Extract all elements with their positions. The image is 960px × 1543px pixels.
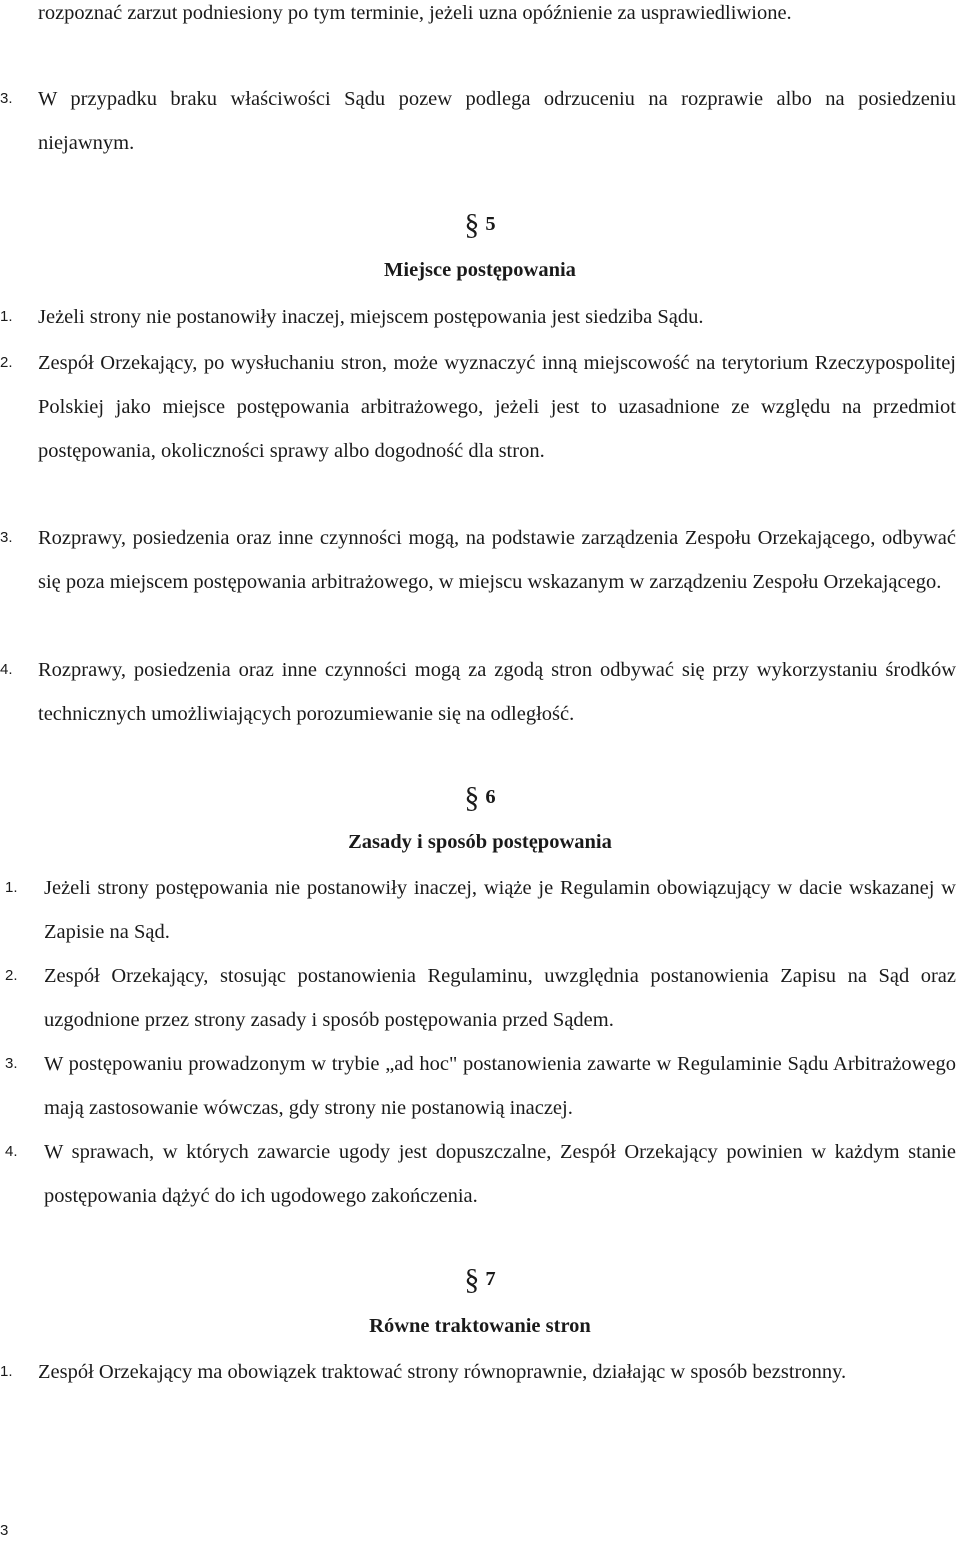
section-5-item-2 [0, 341, 956, 473]
page-number: 3 [0, 1522, 9, 1539]
item-number: 4. [5, 1143, 18, 1160]
section-symbol: § [464, 781, 480, 814]
section-5-heading [0, 208, 960, 242]
section-5-item-3 [0, 516, 956, 604]
item-text: Rozprawy, posiedzenia oraz inne czynności mogą za zgodą stron odbywać się przy wykorzystaniu środków technicznych umożliwiających porozumiewanie się na odległość. [38, 659, 956, 725]
section-7-item-1 [0, 1350, 956, 1394]
item-text: Zespół Orzekający, stosując postanowienia Regulaminu, uwzględnia postanowienia Zapisu na Sąd oraz uzgodnione przez strony zasady i sposób postępowania przed Sądem. [44, 965, 956, 1031]
continuation-paragraph [38, 0, 956, 35]
section-7-title: Równe traktowanie stron [369, 1315, 591, 1337]
item-number: 2. [5, 967, 18, 984]
item-text: W postępowaniu prowadzonym w trybie „ad hoc" postanowienia zawarte w Regulaminie Sądu Arbitrażowego mają zastosowanie wówczas, gdy strony nie postanowią inaczej. [44, 1053, 956, 1119]
item-number: 1. [5, 879, 18, 896]
section-6-title: Zasady i sposób postępowania [348, 831, 612, 853]
section-7-heading [0, 1263, 960, 1297]
section-number: 6 [485, 786, 496, 808]
section-symbol: § [464, 208, 480, 241]
item-text: W sprawach, w których zawarcie ugody jest dopuszczalne, Zespół Orzekający powinien w każdym stanie postępowania dążyć do ich ugodowego zakończenia. [44, 1141, 956, 1207]
section-6-item-2 [0, 954, 956, 1042]
section-5-item-4 [0, 648, 956, 736]
prev-item-3 [0, 77, 956, 165]
section-symbol: § [464, 1263, 480, 1296]
item-number: 4. [0, 661, 13, 678]
section-6-item-4 [0, 1130, 956, 1218]
item-text: Rozprawy, posiedzenia oraz inne czynności mogą, na podstawie zarządzenia Zespołu Orzekającego, odbywać się poza miejscem postępowania arbitrażowego, w miejscu wskazanym w zarządzeniu Zespołu Orzekającego. [38, 527, 956, 593]
item-number: 3. [5, 1055, 18, 1072]
item-text: Zespół Orzekający, po wysłuchaniu stron, może wyznaczyć inną miejscowość na terytorium Rzeczypospolitej Polskiej jako miejsce postępowania arbitrażowego, jeżeli jest to uzasadnione ze względu na przedmiot postępowania, okoliczności sprawy albo dogodność dla stron. [38, 352, 956, 462]
section-number: 5 [485, 213, 496, 235]
continuation-text: rozpoznać zarzut podniesiony po tym terminie, jeżeli uzna opóźnienie za usprawiedliwione. [38, 2, 792, 24]
item-text: Jeżeli strony nie postanowiły inaczej, miejscem postępowania jest siedziba Sądu. [38, 306, 704, 328]
section-6-item-1 [0, 866, 956, 954]
item-number: 3. [0, 90, 13, 107]
section-number: 7 [485, 1268, 496, 1290]
item-number: 3. [0, 529, 13, 546]
section-5-item-1 [0, 295, 956, 339]
item-text: Zespół Orzekający ma obowiązek traktować strony równoprawnie, działając w sposób bezstronny. [38, 1361, 847, 1383]
item-number: 1. [0, 308, 13, 325]
item-text: W przypadku braku właściwości Sądu pozew podlega odrzuceniu na rozprawie albo na posiedzeniu niejawnym. [38, 88, 956, 154]
section-5-title: Miejsce postępowania [384, 259, 576, 281]
item-number: 2. [0, 354, 13, 371]
item-number: 1. [0, 1363, 13, 1380]
section-6-item-3 [0, 1042, 956, 1130]
section-6-heading [0, 781, 960, 815]
item-text: Jeżeli strony postępowania nie postanowiły inaczej, wiąże je Regulamin obowiązujący w dacie wskazanej w Zapisie na Sąd. [44, 877, 956, 943]
